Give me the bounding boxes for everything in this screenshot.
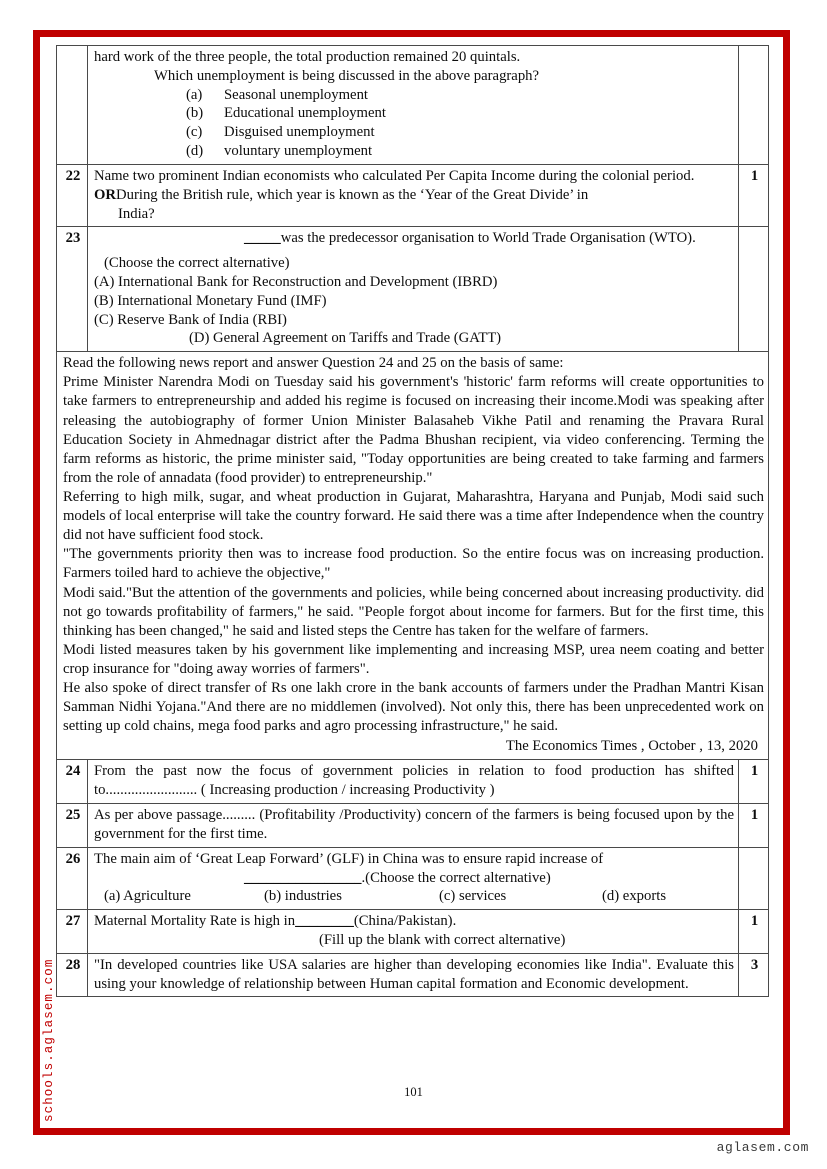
q26-option-c: (c) services [439, 888, 507, 905]
marks-cell-27: 1 [739, 910, 769, 954]
q26-blank-line [94, 869, 734, 888]
q28-text: "In developed countries like USA salaries are higher than developing economies like India". Evaluate this using your knowledge of relationship between Human capital formation and Economic development. [94, 956, 734, 992]
passage-paragraph-3: "The governments priority then was to increase food production. So the entire focus was on increasing production. Farmers toiled hard to achieve the objective," [63, 546, 764, 582]
question-body-26 [88, 847, 739, 909]
question-number-24: 24 [57, 760, 88, 804]
q22-or-line [94, 186, 734, 205]
q22-text: Name two prominent Indian economists who calculated Per Capita Income during the colonial period. [94, 167, 695, 184]
q27-text-b: (China/Pakistan). [353, 913, 457, 930]
table-row-passage [57, 352, 769, 760]
q26-options-row [94, 887, 734, 906]
q21-line1: hard work of the three people, the total production remained 20 quintals. [94, 49, 521, 65]
table-row [57, 804, 769, 848]
side-watermark: schools.aglasem.com [42, 958, 56, 1122]
question-number-cell [57, 46, 88, 165]
marks-cell-25: 1 [739, 804, 769, 848]
question-sheet [56, 45, 768, 997]
q21-option-b [94, 104, 734, 123]
q23-option-d: (D) General Agreement on Tariffs and Trade (GATT) [189, 330, 502, 347]
q24-text: From the past now the focus of government policies in relation to food production has shifted to......................... ( Increasing production / increasing Productivity ) [94, 763, 734, 799]
table-row [57, 953, 769, 997]
question-body-28 [88, 953, 739, 997]
q21-option-c [94, 123, 734, 142]
q27-blank: ________ [295, 913, 354, 930]
option-text-b: Educational unemployment [224, 105, 386, 122]
question-body-22 [88, 164, 739, 226]
q27-line1 [94, 912, 734, 931]
marks-cell-26 [739, 847, 769, 909]
table-row [57, 847, 769, 909]
passage-paragraph-2: Referring to high milk, sugar, and wheat production in Gujarat, Maharashtra, Haryana and Punjab, Modi said such models of local enterprise will take the country forward. He said there was a time after Independence when the country did not have sufficient food stock. [63, 488, 764, 544]
q23-option-b: (B) International Monetary Fund (IMF) [94, 292, 327, 309]
q22-or-text2: India? [118, 205, 155, 222]
option-label-a: (a) [186, 86, 203, 103]
q26-option-d: (d) exports [602, 888, 667, 905]
news-passage-cell [57, 352, 769, 760]
q23-option-a: (A) International Bank for Reconstruction and Development (IBRD) [94, 273, 498, 290]
q26-option-a: (a) Agriculture [104, 888, 191, 905]
option-label-c: (c) [186, 124, 203, 141]
question-body-27 [88, 910, 739, 954]
passage-intro: Read the following news report and answer Question 24 and 25 on the basis of same: [63, 355, 564, 372]
q25-text: As per above passage......... (Profitability /Productivity) concern of the farmers is being focused upon by the government for the first time. [94, 807, 734, 842]
marks-cell [739, 46, 769, 165]
q26-blank: ________________ [244, 869, 362, 886]
passage-paragraph-4: Modi said."But the attention of the governments and policies, while being concerned about increasing productivity. did not go towards profitability of farmers," he said. "People forgot about income for farmers. But for the first time, this thinking has been changed," he said and listed steps the Centre has taken for the welfare of farmers. [63, 584, 764, 639]
question-body-24 [88, 760, 739, 804]
or-label: OR [94, 186, 117, 203]
table-row [57, 46, 769, 165]
q22-or-text: During the British rule, which year is known as the ‘Year of the Great Divide’ in [116, 186, 589, 203]
question-number-26: 26 [57, 847, 88, 909]
q26-option-b: (b) industries [264, 888, 342, 905]
table-row [57, 227, 769, 352]
table-row [57, 910, 769, 954]
option-text-a: Seasonal unemployment [224, 86, 368, 103]
question-body-23 [88, 227, 739, 352]
q21-line2: Which unemployment is being discussed in the above paragraph? [154, 67, 540, 84]
table-row [57, 164, 769, 226]
option-label-d: (d) [186, 143, 204, 160]
question-number-23: 23 [57, 227, 88, 352]
option-text-d: voluntary unemployment [224, 143, 373, 160]
option-text-c: Disguised unemployment [224, 124, 375, 141]
marks-cell-23 [739, 227, 769, 352]
question-body-cell [88, 46, 739, 165]
q27-text-a: Maternal Mortality Rate is high in [94, 913, 296, 930]
q23-option-c: (C) Reserve Bank of India (RBI) [94, 311, 287, 328]
marks-cell-28: 3 [739, 953, 769, 997]
question-table [56, 45, 769, 997]
q21-option-a [94, 86, 734, 105]
passage-paragraph-1: Prime Minister Narendra Modi on Tuesday said his government's 'historic' farm reforms will create opportunities to take farmers to entrepreneurship and added his regime is focused on increasing their income.Modi was speaking after releasing the autobiography of former Union Minister Balasaheb Vikhe Patil and renaming the Pravara Rural Education Society in Ahmednagar district after the Padma Bhushan recipient, via video conferencing. Terming the farm reforms as historic, the prime minister said, "Today opportunities are being created to take farming and farmers from the role of annadata (food provider) to entrepreneurship." [63, 374, 764, 486]
footer-watermark: aglasem.com [716, 1140, 809, 1155]
marks-cell-22: 1 [739, 164, 769, 226]
passage-source: The Economics Times , October , 13, 2020 [505, 738, 758, 755]
q26-instruction: .(Choose the correct alternative) [361, 869, 551, 886]
passage-paragraph-5: Modi listed measures taken by his government like implementing and increasing MSP, urea neem coating and better crop insurance for "doing away worries of farmers". [63, 641, 764, 677]
table-row [57, 760, 769, 804]
question-number-22: 22 [57, 164, 88, 226]
q23-blank: _____ [244, 230, 281, 247]
q27-line2: (Fill up the blank with correct alternative) [319, 931, 566, 948]
q26-line1: The main aim of ‘Great Leap Forward’ (GLF) in China was to ensure rapid increase of [94, 850, 604, 867]
question-body-25 [88, 804, 739, 848]
question-number-28: 28 [57, 953, 88, 997]
passage-paragraph-6: He also spoke of direct transfer of Rs one lakh crore in the bank accounts of farmers under the Pradhan Mantri Kisan Samman Nidhi Yojana."And there are no middlemen (involved). Not only this, there has been unprecedented work on setting up cold chains, mega food parks and agro processing infrastructure," he said. [63, 680, 764, 735]
marks-cell-24: 1 [739, 760, 769, 804]
option-label-b: (b) [186, 105, 204, 122]
page-number: 101 [404, 1085, 423, 1099]
q23-instruction: (Choose the correct alternative) [104, 255, 290, 272]
question-number-27: 27 [57, 910, 88, 954]
q23-stem: was the predecessor organisation to World Trade Organisation (WTO). [280, 230, 696, 247]
q23-stem-line [94, 229, 734, 248]
question-number-25: 25 [57, 804, 88, 848]
q21-option-d [94, 142, 734, 161]
